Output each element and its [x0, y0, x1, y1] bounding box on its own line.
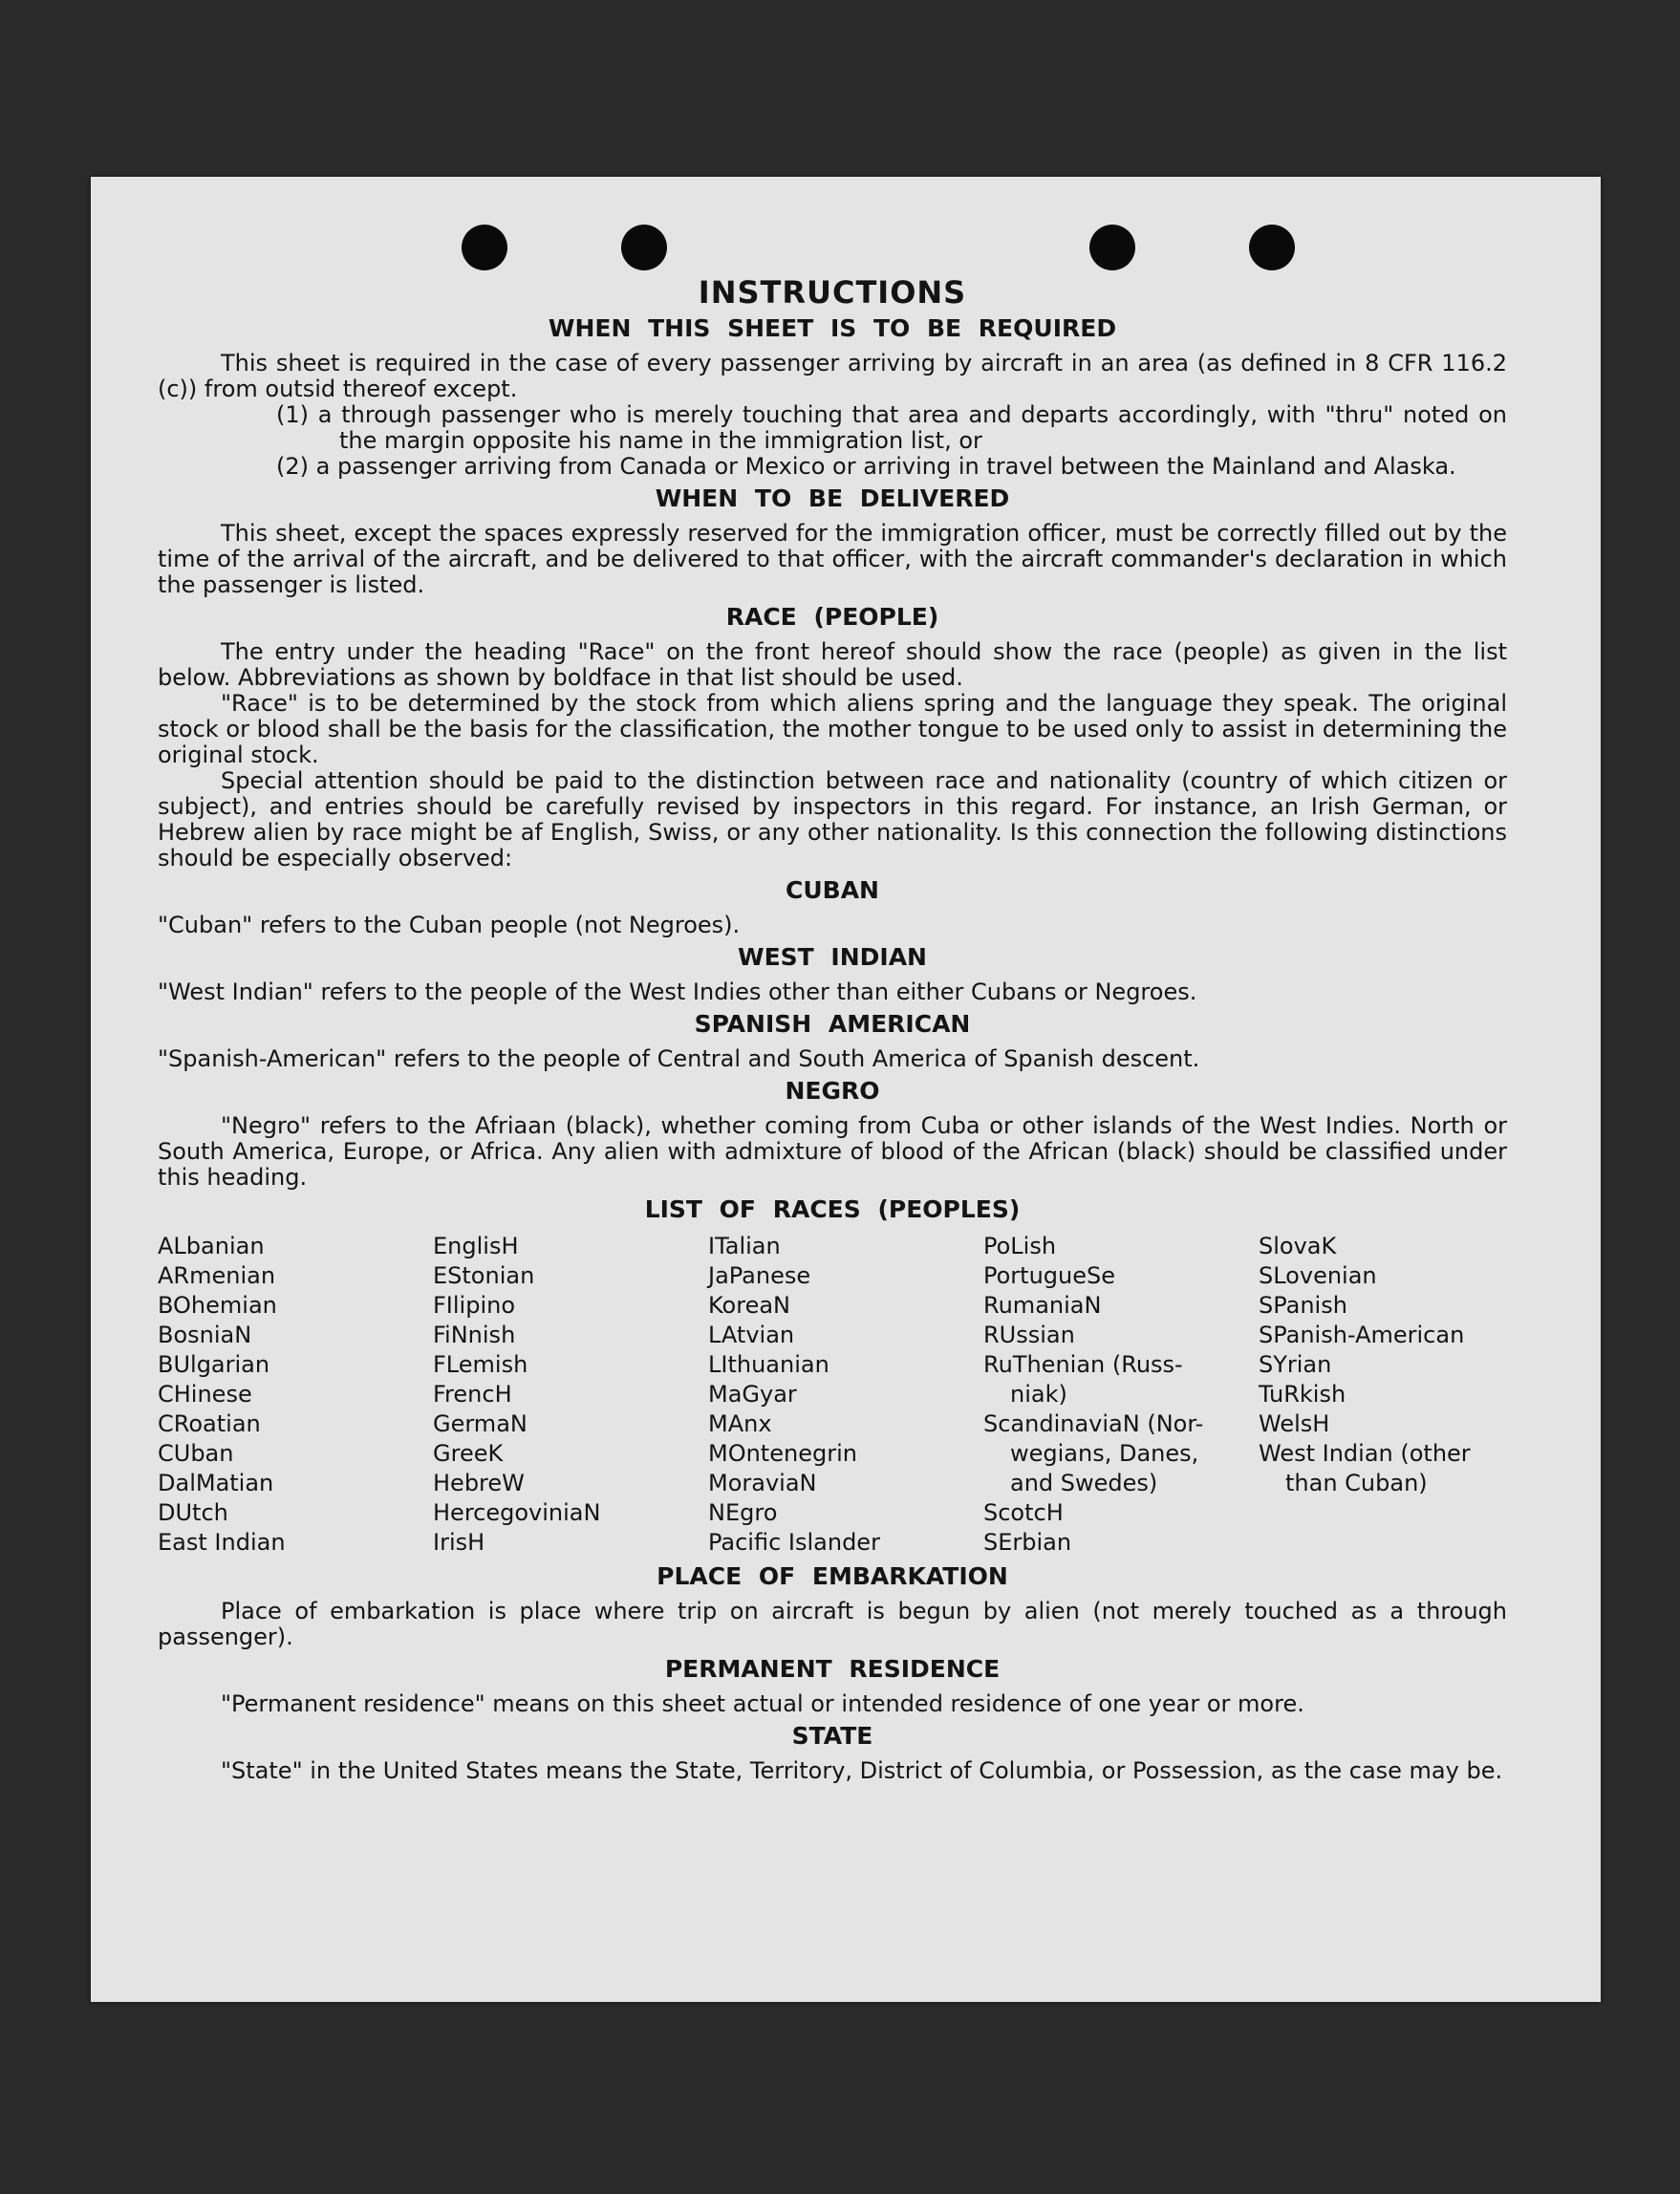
heading-embarkation: PLACE OF EMBARKATION [657, 1562, 1008, 1590]
residence-text: "Permanent residence" means on this sheet actual or intended residence of one year or more. [221, 1690, 1304, 1717]
delivered-text: This sheet, except the spaces expressly reserved for the immigration officer, must be correctly filled out by the time of the arrival of the aircraft, and be delivered to that officer, with the aircraft commander's declaration in which the passenger is listed. [158, 520, 1507, 598]
race-item: SlovaK [1259, 1233, 1337, 1259]
heading-permanent-residence: PERMANENT RESIDENCE [664, 1655, 1001, 1683]
race-item: GermaN [433, 1410, 528, 1437]
heading-list-of-races: LIST OF RACES (PEOPLES) [644, 1195, 1021, 1223]
race-paragraph-3: Special attention should be paid to the distinction between race and nationality (country of which citizen or subject), and entries should be carefully revised by inspectors in this regard. For instance, an Irish German, or Hebrew alien by race might be af English, Swiss, or any other nationality. Is this connection the following distinctions should be especially observed: [158, 767, 1507, 871]
instruction-sheet [91, 177, 1601, 2002]
race-list [158, 1232, 1507, 1558]
punch-hole [621, 225, 667, 270]
heading-spanish-american: SPANISH AMERICAN [694, 1010, 971, 1038]
heading-race: RACE (PEOPLE) [725, 603, 939, 631]
race-item: SLovenian [1259, 1262, 1377, 1289]
race-item: RuThenian (Russ- [983, 1351, 1183, 1378]
race-item: ITalian [708, 1233, 781, 1259]
race-column-4 [983, 1232, 1259, 1558]
race-item: BUlgarian [158, 1351, 270, 1378]
race-item: SPanish-American [1259, 1322, 1465, 1348]
race-item: CRoatian [158, 1410, 261, 1437]
race-item: EnglisH [433, 1233, 519, 1259]
state-text: "State" in the United States means the State, Territory, District of Columbia, or Possession, as the case may be. [221, 1757, 1503, 1784]
spanish-american-text: "Spanish-American" refers to the people of Central and South America of Spanish descent. [158, 1045, 1200, 1072]
race-item: RumaniaN [983, 1292, 1102, 1319]
race-item: MAnx [708, 1410, 772, 1437]
race-item: GreeK [433, 1440, 504, 1467]
race-item: FrencH [433, 1381, 512, 1408]
race-item: MaGyar [708, 1381, 797, 1408]
race-item: IrisH [433, 1529, 485, 1556]
race-item: West Indian (other [1259, 1440, 1471, 1467]
race-item: HercegoviniaN [433, 1499, 601, 1526]
race-item: TuRkish [1259, 1381, 1346, 1408]
required-exception-2: (2) a passenger arriving from Canada or Mexico or arriving in travel between the Mainland and Alaska. [276, 453, 1456, 480]
race-column-5 [1259, 1232, 1507, 1558]
race-item: ALbanian [158, 1233, 265, 1259]
race-column-1 [158, 1232, 433, 1558]
sheet-content [158, 272, 1507, 1784]
race-item: and Swedes) [1010, 1470, 1158, 1496]
race-item: JaPanese [708, 1262, 811, 1289]
race-item: SErbian [983, 1529, 1072, 1556]
race-item: ScandinaviaN (Nor- [983, 1410, 1204, 1437]
heading-when-required: WHEN THIS SHEET IS TO BE REQUIRED [548, 314, 1117, 342]
cuban-text: "Cuban" refers to the Cuban people (not Negroes). [158, 912, 741, 938]
race-item: SPanish [1259, 1292, 1347, 1319]
race-item: FiNnish [433, 1322, 516, 1348]
race-item: BosniaN [158, 1322, 252, 1348]
race-item: niak) [1010, 1381, 1067, 1408]
race-item: ScotcH [983, 1499, 1064, 1526]
heading-negro: NEGRO [785, 1077, 880, 1105]
race-item: PoLish [983, 1233, 1057, 1259]
heading-state: STATE [791, 1722, 873, 1750]
race-item: MoraviaN [708, 1470, 817, 1496]
race-item: CUban [158, 1440, 234, 1467]
race-item: wegians, Danes, [1010, 1440, 1199, 1467]
west-indian-text: "West Indian" refers to the people of the West Indies other than either Cubans or Negroes. [158, 979, 1197, 1005]
race-item: DUtch [158, 1499, 228, 1526]
heading-west-indian: WEST INDIAN [738, 943, 927, 971]
race-item: MOntenegrin [708, 1440, 857, 1467]
race-item: FIlipino [433, 1292, 516, 1319]
punch-hole [462, 225, 507, 270]
race-item: than Cuban) [1285, 1470, 1428, 1496]
race-item: ARmenian [158, 1262, 276, 1289]
race-item: SYrian [1259, 1351, 1332, 1378]
race-paragraph-2: "Race" is to be determined by the stock from which aliens spring and the language they speak. The original stock or blood shall be the basis for the classification, the mother tongue to be used only to assist in determining the original stock. [158, 690, 1507, 768]
race-item: LAtvian [708, 1322, 795, 1348]
race-item: LIthuanian [708, 1351, 829, 1378]
race-item: WelsH [1259, 1410, 1330, 1437]
heading-cuban: CUBAN [786, 876, 879, 904]
race-column-2 [433, 1232, 708, 1558]
race-item: BOhemian [158, 1292, 277, 1319]
race-column-3 [708, 1232, 983, 1558]
race-item: Pacific Islander [708, 1529, 880, 1556]
race-item: PortugueSe [983, 1262, 1115, 1289]
race-item: KoreaN [708, 1292, 790, 1319]
race-item: NEgro [708, 1499, 778, 1526]
race-paragraph-1: The entry under the heading "Race" on the front hereof should show the race (people) as given in the list below. Abbreviations as shown by boldface in that list should be used. [158, 638, 1507, 691]
race-item: EStonian [433, 1262, 535, 1289]
heading-when-delivered: WHEN TO BE DELIVERED [655, 484, 1010, 512]
race-item: FLemish [433, 1351, 528, 1378]
race-item: CHinese [158, 1381, 252, 1408]
race-item: HebreW [433, 1470, 525, 1496]
negro-text: "Negro" refers to the Afriaan (black), whether coming from Cuba or other islands of the West Indies. North or South America, Europe, or Africa. Any alien with admixture of blood of the African (black) should be classified under this heading. [158, 1112, 1507, 1191]
race-item: DalMatian [158, 1470, 274, 1496]
required-exception-1: (1) a through passenger who is merely touching that area and departs accordingly, with "thru" noted on the margin opposite his name in the immigration list, or [276, 401, 1507, 454]
race-item: RUssian [983, 1322, 1075, 1348]
embarkation-text: Place of embarkation is place where trip on aircraft is begun by alien (not merely touched as a through passenger). [158, 1598, 1507, 1650]
punch-hole [1089, 225, 1135, 270]
required-text: This sheet is required in the case of every passenger arriving by aircraft in an area (as defined in 8 CFR 116.2 (c)) from outsid thereof except. [158, 350, 1507, 402]
punch-hole [1249, 225, 1295, 270]
page-title: INSTRUCTIONS [698, 274, 967, 311]
race-item: East Indian [158, 1529, 286, 1556]
